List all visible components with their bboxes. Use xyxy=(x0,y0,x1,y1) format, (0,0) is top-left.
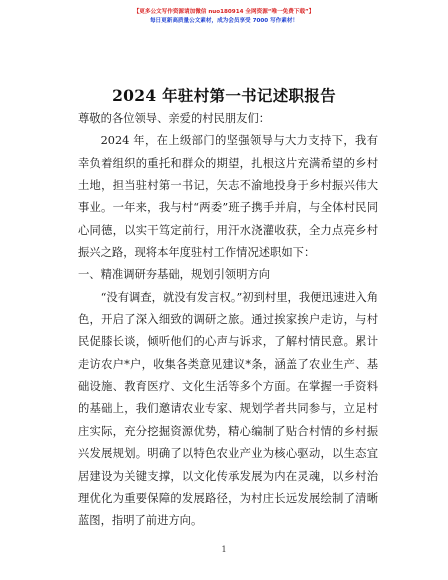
document-title: 2024 年驻村第一书记述职报告 xyxy=(112,86,336,105)
page-number: 1 xyxy=(221,545,227,554)
paragraph-intro: 2024 年，在上级部门的坚强领导与大力支持下，我有幸负着组织的重托和群众的期望，扎根这片充满希望的乡村土地，担当驻村第一书记，矢志不渝地投身于乡村振兴伟大事业。一年来，我与村“两委”班子携手并肩，与全体村民同心同德，以实干笃定前行，用汗水浇灌收获，全力点亮乡村振兴之路，现将本年度驻村工作情况述职如下： xyxy=(78,134,378,260)
paragraph-research: “没有调查，就没有发言权。”初到村里，我便迅速进入角色，开启了深入细致的调研之旅。通过挨家挨户走访，与村民促膝长谈，倾听他们的心声与诉求，了解村情民意。累计走访农户*户，收集各类意见建议*条，涵盖了农业生产、基础设施、教育医疗、文化生活等多个方面。在掌握一手资料的基础上，我们邀请农业专家、规划学者共同参与，立足村庄实际，充分挖掘资源优势，精心编制了贴合村情的乡村振兴发展规划。明确了以特色农业产业为核心驱动，以生态宜居建设为关键支撑，以文化传承发展为内在灵魂，以乡村治理优化为重要保障的发展路径，为村庄长远发展绘制了清晰蓝图，指明了前进方向。 xyxy=(78,290,378,528)
salutation: 尊敬的各位领导、亲爱的村民朋友们： xyxy=(78,112,271,125)
promo-banner xyxy=(0,8,448,26)
document-body xyxy=(78,108,378,533)
section-heading-1: 一、精准调研夯基础，规划引领明方向 xyxy=(78,268,271,282)
promo-banner-line-1: 【更多公文写作资源请加微信 nuo180914 全网资源“唯一免费下载”】 xyxy=(133,9,315,15)
promo-banner-line-2: 每日更新高质量公文素材，成为会员享受 7000 写作素材！ xyxy=(149,18,299,24)
